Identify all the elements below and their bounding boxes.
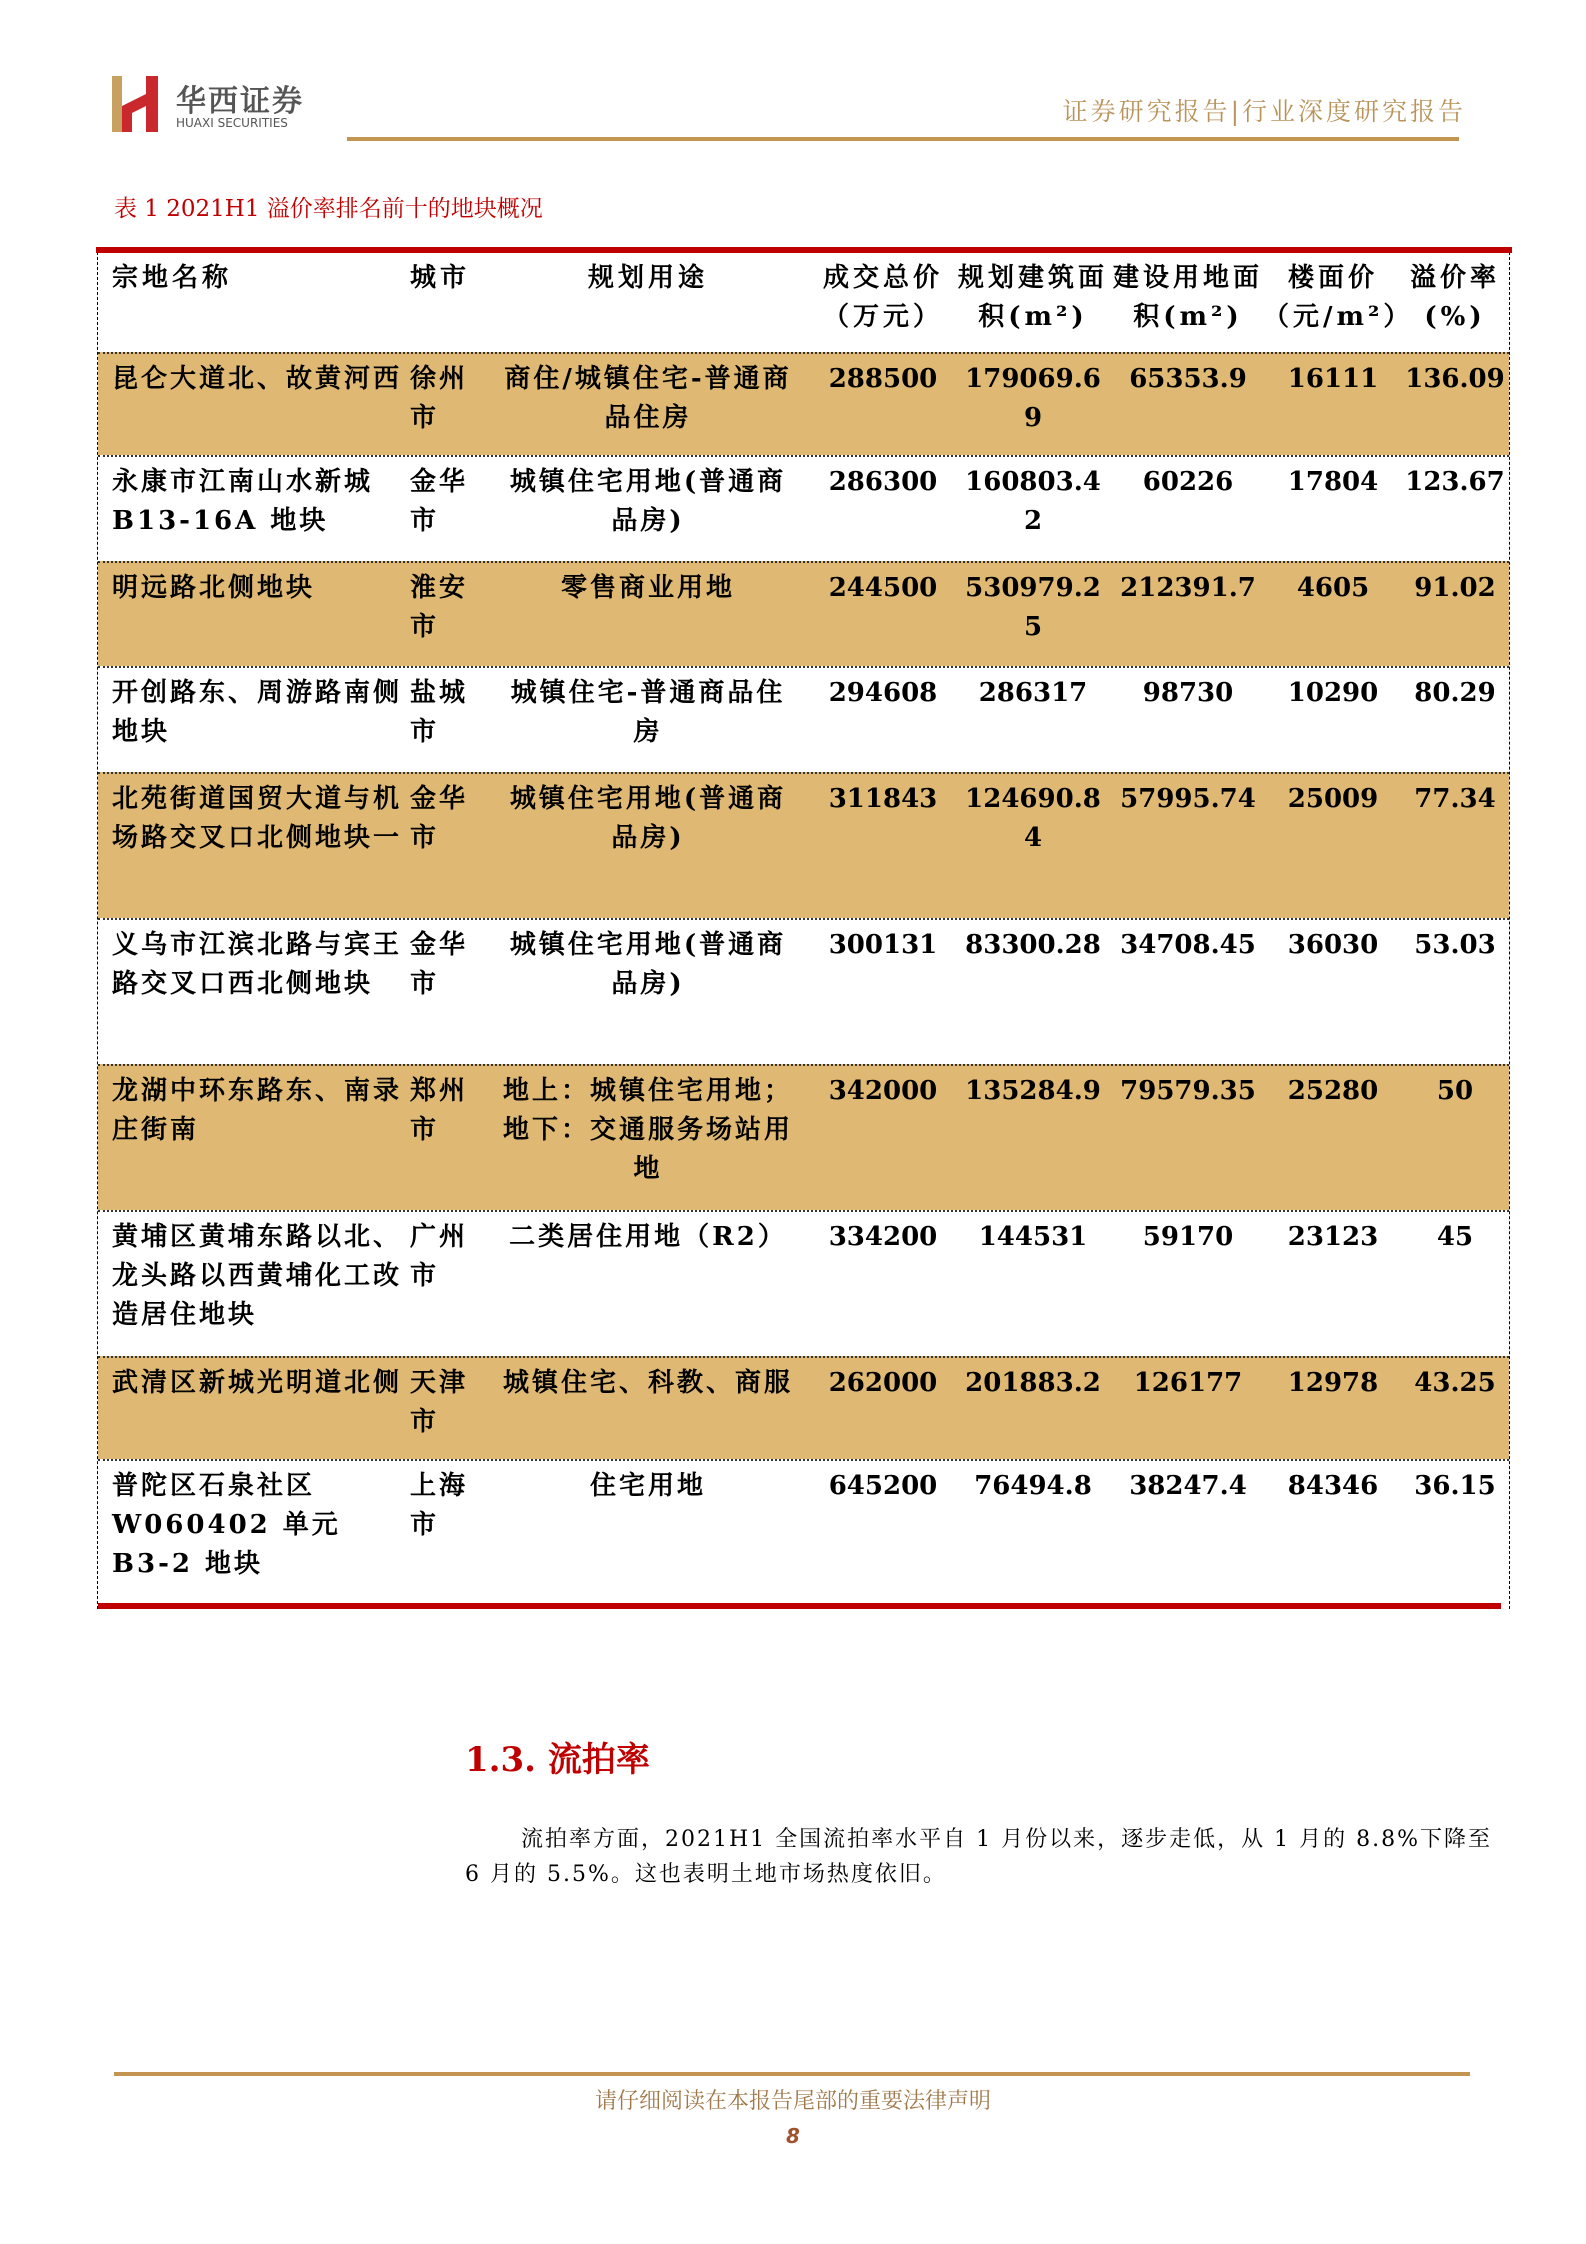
column-header: 建设用地面积(m²) [1112,263,1263,332]
table-cell: 二类居住用地（R2） [509,1222,787,1252]
table-cell: 91.02 [1414,573,1496,603]
table-cell: 53.03 [1414,930,1496,960]
table-cell: 金华市 [410,467,469,536]
table-cell: 淮安市 [410,573,469,642]
table-cell: 80.29 [1414,678,1496,708]
table-cell: 34708.45 [1120,930,1256,960]
column-header: 城市 [410,263,471,293]
column-header: 溢价率(%) [1409,263,1500,332]
table-cell: 136.09 [1405,364,1505,394]
table-cell: 50 [1436,1076,1474,1106]
table-row [98,561,1509,666]
table-cell: 16111 [1287,364,1379,394]
table-cell: 义乌市江滨北路与宾王路交叉口西北侧地块 [112,930,403,999]
table-row [98,352,1509,455]
column-header: 成交总价（万元） [822,263,943,332]
table-cell: 12978 [1287,1368,1379,1398]
table-cell: 530979.25 [965,573,1101,642]
table-cell: 294608 [828,678,938,708]
table-cell: 武清区新城光明道北侧 [112,1368,403,1398]
table-cell: 17804 [1287,467,1379,497]
column-header: 楼面价（元/m²） [1263,263,1414,332]
table-cell: 10290 [1287,678,1379,708]
table-cell: 25009 [1287,784,1379,814]
body-paragraph: 流拍率方面，2021H1 全国流拍率水平自 1 月份以来，逐步走低，从 1 月的 8.8%下降至 6 月的 5.5%。这也表明土地市场热度依旧。 [465,1827,1493,1887]
table-cell: 36.15 [1414,1471,1496,1501]
table-cell: 311843 [828,784,938,814]
table-cell: 上海市 [410,1471,469,1540]
table-cell: 明远路北侧地块 [112,573,316,603]
logo-mark-icon [112,76,160,132]
table-cell: 65353.9 [1129,364,1247,394]
report-type: 证券研究报告|行业深度研究报告 [1062,97,1466,126]
column-header: 规划建筑面积(m²) [958,263,1109,332]
table-cell: 永康市江南山水新城B13-16A 地块 [112,467,374,536]
table-cell: 金华市 [410,784,469,853]
table-cell: 城镇住宅、科教、商服 [502,1368,793,1398]
footer-divider [114,2072,1470,2076]
table-cell: 城镇住宅用地(普通商品房) [509,784,787,853]
table-cell: 昆仑大道北、故黄河西 [112,364,403,394]
table-caption: 表 1 2021H1 溢价率排名前十的地块概况 [114,196,543,222]
table-cell: 城镇住宅-普通商品住房 [510,678,786,747]
table-cell: 黄埔区黄埔东路以北、龙头路以西黄埔化工改造居住地块 [112,1222,403,1330]
table-cell: 徐州市 [410,364,469,433]
table-cell: 普陀区石泉社区W060402 单元 B3-2 地块 [112,1471,341,1579]
table-cell: 645200 [828,1471,938,1501]
table-cell: 334200 [828,1222,938,1252]
table-row [98,455,1509,561]
table-cell: 金华市 [410,930,469,999]
logo-text-en: HUAXI SECURITIES [176,116,288,130]
table-cell: 38247.4 [1129,1471,1247,1501]
table-cell: 98730 [1142,678,1234,708]
table-row [98,918,1509,1064]
table-cell: 244500 [828,573,938,603]
table-cell: 212391.7 [1120,573,1256,603]
table-cell: 开创路东、周游路南侧地块 [112,678,403,747]
column-header: 宗地名称 [112,263,233,293]
table-cell: 43.25 [1414,1368,1496,1398]
legal-notice: 请仔细阅读在本报告尾部的重要法律声明 [594,2089,991,2114]
table-row [98,772,1509,918]
land-premium-table [97,247,1510,1609]
table-row [98,1356,1509,1459]
page-number: 8 [786,2124,800,2148]
table-cell: 144531 [978,1222,1088,1252]
table-cell: 124690.84 [965,784,1101,853]
table-cell: 76494.8 [974,1471,1092,1501]
table-cell: 郑州市 [410,1076,469,1145]
table-cell: 59170 [1142,1222,1234,1252]
table-cell: 286317 [978,678,1088,708]
table-cell: 商住/城镇住宅-普通商品住房 [504,364,792,433]
table-cell: 北苑街道国贸大道与机场路交叉口北侧地块一 [112,784,403,853]
table-row [98,1210,1509,1356]
table-cell: 160803.42 [965,467,1101,536]
column-header: 规划用途 [587,263,708,293]
table-cell: 79579.35 [1120,1076,1256,1106]
header-divider [347,137,1459,141]
table-cell: 23123 [1287,1222,1379,1252]
table-cell: 45 [1436,1222,1474,1252]
table-cell: 135284.9 [965,1076,1101,1106]
logo [112,76,322,132]
table-cell: 60226 [1142,467,1234,497]
table-cell: 龙湖中环东路东、南录庄街南 [112,1076,403,1145]
table-cell: 83300.28 [965,930,1101,960]
table-cell: 126177 [1133,1368,1243,1398]
table-cell: 300131 [828,930,938,960]
table-row [98,1064,1509,1210]
table-cell: 25280 [1287,1076,1379,1106]
table-cell: 288500 [828,364,938,394]
table-cell: 4605 [1296,573,1370,603]
section-heading: 1.3. 流拍率 [465,1740,650,1780]
table-cell: 201883.2 [965,1368,1101,1398]
table-cell: 地上：城镇住宅用地；地下：交通服务场站用地 [502,1076,793,1184]
logo-text-cn: 华西证券 [176,84,304,119]
table-header-row [98,253,1509,352]
table-row [98,666,1509,772]
table-cell: 天津市 [410,1368,469,1437]
table-cell: 342000 [828,1076,938,1106]
table-cell: 286300 [828,467,938,497]
table-bottom-rule [98,1603,1501,1609]
table-cell: 盐城市 [410,678,469,747]
table-cell: 262000 [828,1368,938,1398]
table-cell: 57995.74 [1120,784,1256,814]
table-row [98,1459,1509,1603]
table-cell: 零售商业用地 [560,573,735,603]
table-cell: 城镇住宅用地(普通商品房) [509,930,787,999]
table-cell: 36030 [1287,930,1379,960]
table-cell: 179069.69 [965,364,1101,433]
table-cell: 城镇住宅用地(普通商品房) [509,467,787,536]
table-cell: 广州市 [410,1222,469,1291]
table-cell: 住宅用地 [589,1471,706,1501]
table-cell: 84346 [1287,1471,1379,1501]
table-cell: 123.67 [1405,467,1505,497]
table-cell: 77.34 [1414,784,1496,814]
